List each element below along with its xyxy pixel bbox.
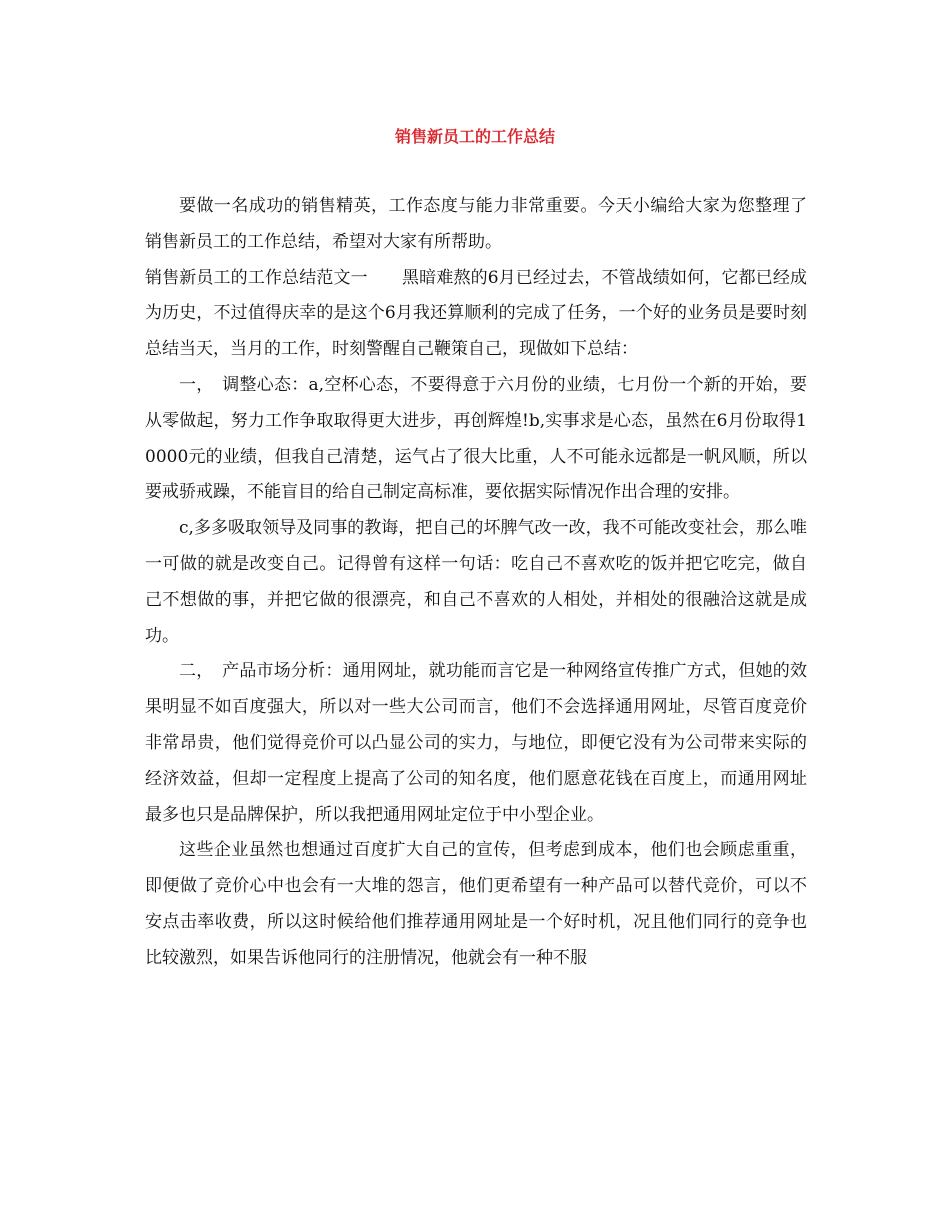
paragraph-sample-one: 销售新员工的工作总结范文一 黑暗难熬的6月已经过去，不管战绩如何，它都已经成为历史，不过值得庆幸的是这个6月我还算顺利的完成了任务，一个好的业务员是要时刻总结当天，当月的工作，时刻警醒自己鞭策自己，现做如下总结：	[145, 267, 807, 360]
paragraph-learn-from-others: c,多多吸取领导及同事的教诲，把自己的坏脾气改一改，我不可能改变社会，那么唯一可做的就是改变自己。记得曾有这样一句话：吃自己不喜欢吃的饭并把它吃完，做自己不想做的事，并把它做的很漂亮，和自己不喜欢的人相处，并相处的很融洽这就是成功。	[145, 518, 807, 646]
paragraph-small-business: 这些企业虽然也想通过百度扩大自己的宣传，但考虑到成本，他们也会顾虑重重，即便做了竞价心中也会有一大堆的怨言，他们更希望有一种产品可以替代竞价，可以不安点击率收费，所以这时候给他们推荐通用网址是一个好时机，况且他们同行的竞争也比较激烈，如果告诉他同行的注册情况，他就会有一种不服	[145, 840, 807, 968]
document-title: 销售新员工的工作总结	[394, 127, 555, 146]
document-body	[145, 189, 807, 977]
paragraph-market-analysis: 二， 产品市场分析：通用网址，就功能而言它是一种网络宣传推广方式，但她的效果明显不如百度强大，所以对一些大公司而言，他们不会选择通用网址，尽管百度竞价非常昂贵，他们觉得竞价可以凸显公司的实力，与地位，即便它没有为公司带来实际的经济效益，但却一定程度上提高了公司的知名度，他们愿意花钱在百度上，而通用网址最多也只是品牌保护，所以我把通用网址定位于中小型企业。	[145, 661, 807, 825]
paragraph-adjust-mindset: 一， 调整心态：a,空杯心态，不要得意于六月份的业绩，七月份一个新的开始，要从零做起，努力工作争取取得更大进步，再创辉煌!b,实事求是心态，虽然在6月份取得10000元的业绩，但我自己清楚，运气占了很大比重，人不可能永远都是一帆风顺，所以要戒骄戒躁，不能盲目的给自己制定高标准，要依据实际情况作出合理的安排。	[145, 374, 807, 503]
paragraph-intro: 要做一名成功的销售精英，工作态度与能力非常重要。今天小编给大家为您整理了销售新员工的工作总结，希望对大家有所帮助。	[145, 196, 807, 252]
